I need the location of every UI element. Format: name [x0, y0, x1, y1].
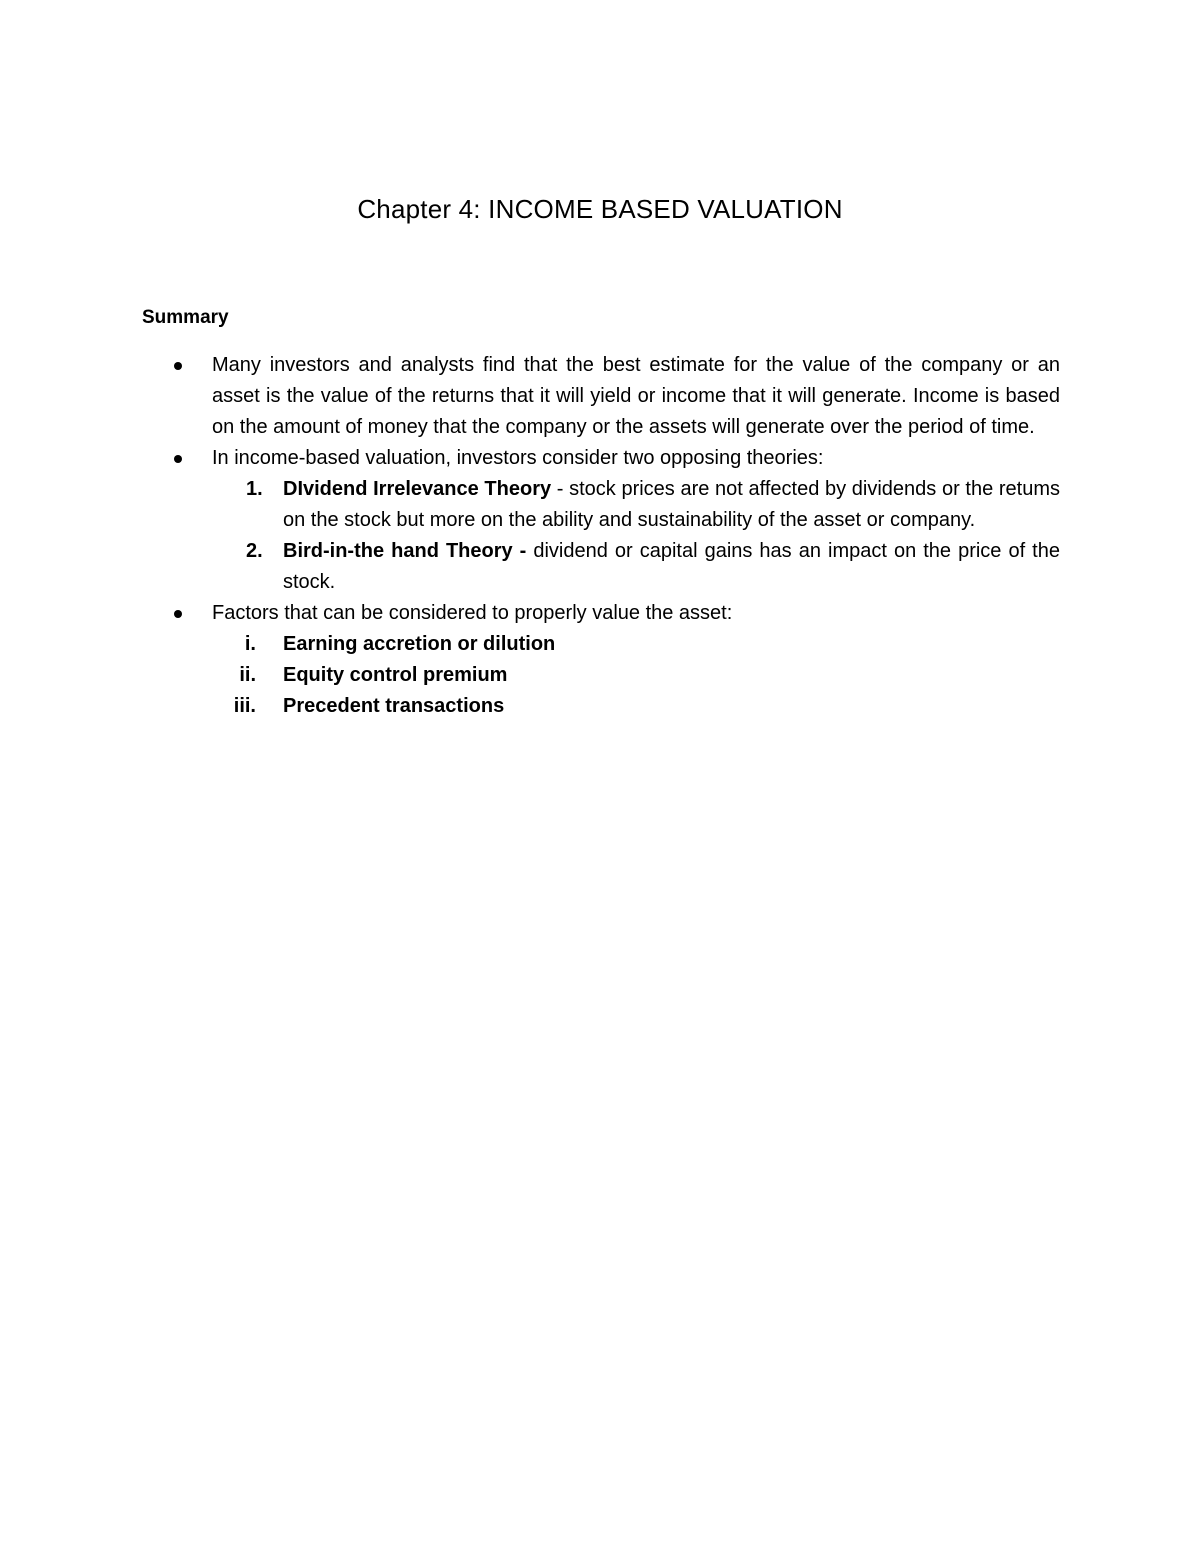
factor-item [142, 660, 1060, 691]
bullet-item [142, 443, 1060, 474]
theory-item [142, 536, 1060, 598]
title-prefix: Chapter 4: [357, 194, 481, 224]
bullet-text: Many investors and analysts find that the best estimate for the value of the company or an asset is the value of the returns that it will yield or income that it will generate. Income is based on the amount of money that the company or the assets will generate over the period of time. [212, 354, 1060, 438]
bullet-item [142, 598, 1060, 629]
factor-label: Precedent transactions [283, 695, 505, 717]
theory-item [142, 474, 1060, 536]
theories-list [142, 474, 1060, 598]
title-main: INCOME BASED VALUATION [488, 194, 843, 224]
factor-item [142, 629, 1060, 660]
summary-heading: Summary [142, 307, 229, 328]
theory-number: 1. [246, 478, 263, 500]
theory-name: DIvidend Irrelevance Theory [283, 478, 552, 500]
factors-list [142, 629, 1060, 722]
theory-number: 2. [246, 540, 263, 562]
page-title [0, 192, 1200, 226]
bullet-item [142, 350, 1060, 443]
bullet-dot-icon [174, 610, 182, 618]
summary-content [142, 350, 1060, 722]
factor-numeral: iii. [233, 695, 256, 717]
factor-numeral: i. [244, 633, 256, 655]
theory-name: Bird-in-the hand Theory - [283, 540, 527, 562]
theory-description: dividend or capital gains has an impact on the price of the stock. [283, 540, 1060, 593]
bullet-text: Factors that can be considered to properly value the asset: [212, 602, 733, 624]
factor-item [142, 691, 1060, 722]
theory-description: - stock prices are not affected by dividends or the retums on the stock but more on the ability and sustainability of the asset or company. [283, 478, 1060, 531]
bullet-text: In income-based valuation, investors consider two opposing theories: [212, 447, 824, 469]
factor-label: Equity control premium [283, 664, 508, 686]
factor-numeral: ii. [239, 664, 256, 686]
factor-label: Earning accretion or dilution [283, 633, 556, 655]
bullet-dot-icon [174, 362, 182, 370]
bullet-dot-icon [174, 455, 182, 463]
